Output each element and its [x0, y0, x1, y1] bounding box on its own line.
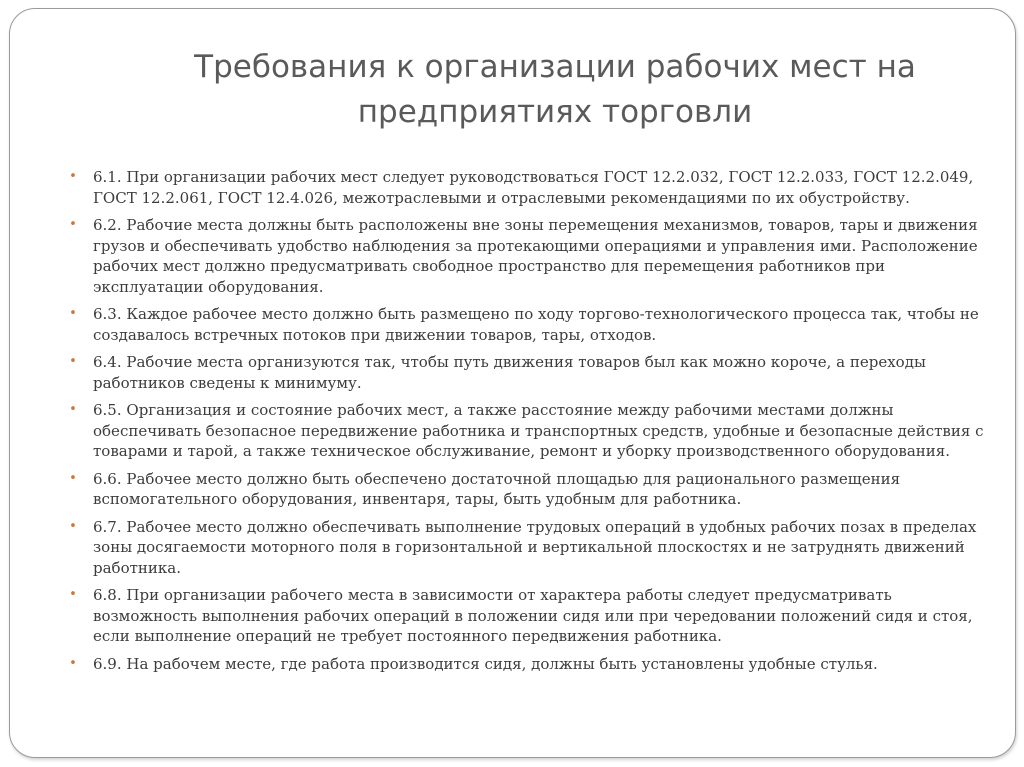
list-item-6-8: [66, 585, 986, 647]
list-item-text: 6.6. Рабочее место должно быть обеспечено достаточной площадью для рационального размещения вспомогательного оборудования, инвентаря, тары, быть удобным для работника.: [93, 469, 901, 508]
slide-frame: [9, 8, 1016, 758]
bullet-icon: •: [69, 306, 77, 321]
list-item-6-2: [66, 215, 986, 297]
bullet-icon: •: [69, 470, 77, 486]
list-item-6-6: [66, 469, 986, 510]
bullet-icon: •: [69, 587, 77, 602]
list-item-text: 6.3. Каждое рабочее место должно быть размещено по ходу торгово-технологического процесса так, чтобы не создавалось встречных потоков при движении товаров, тары, отходов.: [93, 305, 979, 344]
list-item-text: 6.8. При организации рабочего места в зависимости от характера работы следует предусматривать возможность выполнения рабочих операций в положении сидя или при чередовании положений сидя и стоя, если выполнение операций не требует постоянного передвижения работника.: [93, 586, 973, 645]
list-item-text: 6.2. Рабочие места должны быть расположены вне зоны перемещения механизмов, товаров, тары и движения грузов и обеспечивать удобство наблюдения за протекающими операциями и управления ими. Расположение рабочих мест должно предусматривать свободное пространство для перемещения работников при эксплуатации оборудования.: [93, 216, 978, 296]
bullet-icon: •: [69, 655, 77, 671]
bullet-icon: •: [69, 354, 77, 369]
slide-title: Требования к организации рабочих мест на предприятиях торговли: [194, 49, 916, 130]
list-item-text: 6.4. Рабочие места организуются так, чтобы путь движения товаров был как можно короче, а переходы работников сведены к минимуму.: [93, 353, 926, 392]
bullet-icon: •: [69, 217, 77, 232]
list-item-6-9: [66, 654, 986, 675]
list-item-text: 6.1. При организации рабочих мест следует руководствоваться ГОСТ 12.2.032, ГОСТ 12.2.033, ГОСТ 12.2.049, ГОСТ 12.2.061, ГОСТ 12.4.026, межотраслевыми и отраслевыми рекомендациями по их обустройству.: [93, 168, 974, 207]
list-item-text: 6.9. На рабочем месте, где работа производится сидя, должны быть установлены удобные стулья.: [93, 654, 878, 673]
list-item-6-5: [66, 400, 986, 462]
list-item-6-4: [66, 352, 986, 393]
list-item-6-7: [66, 517, 986, 579]
requirements-list: [66, 167, 986, 681]
list-item-6-3: [66, 304, 986, 345]
bullet-icon: •: [69, 402, 77, 417]
bullet-icon: •: [69, 518, 77, 534]
list-item-text: 6.5. Организация и состояние рабочих мест, а также расстояние между рабочими местами должны обеспечивать безопасное передвижение работника и транспортных средств, удобные и безопасные действия с товарами и тарой, а также техническое обслуживание, ремонт и уборку производственного оборудования.: [93, 401, 984, 460]
list-item-text: 6.7. Рабочее место должно обеспечивать выполнение трудовых операций в удобных рабочих позах в пределах зоны досягаемости моторного поля в горизонтальной и вертикальной плоскостях и не затруднять движений работника.: [93, 517, 977, 577]
list-item-6-1: [66, 167, 986, 208]
bullet-icon: •: [69, 169, 77, 184]
